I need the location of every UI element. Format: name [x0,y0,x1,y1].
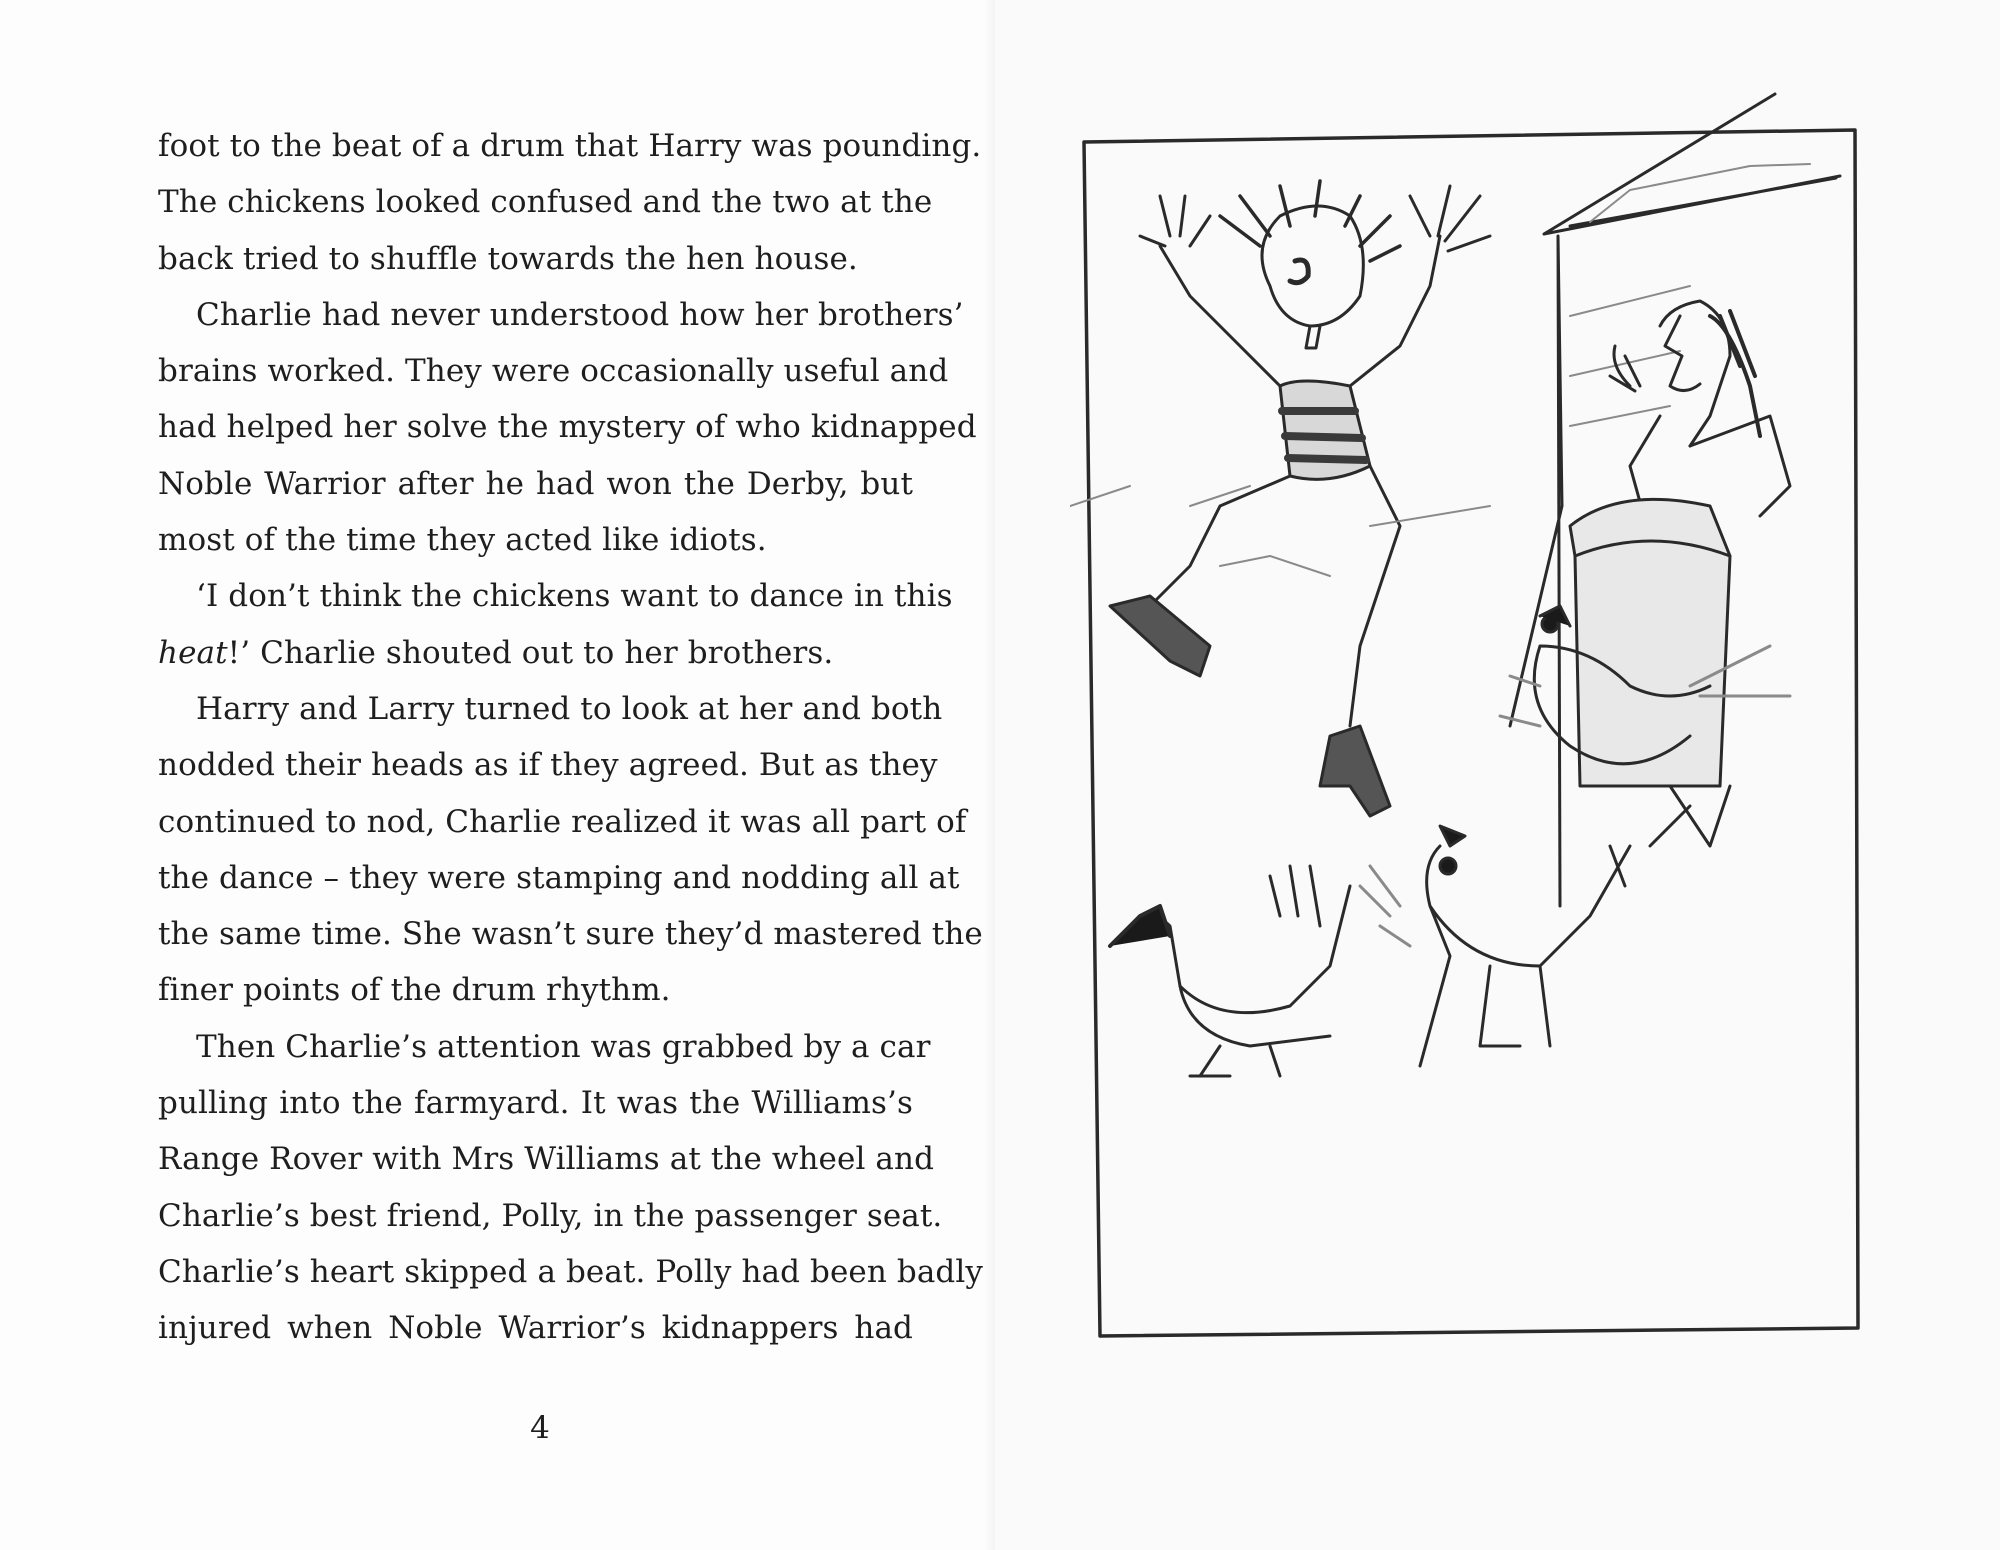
text-line: Charlie’s best friend, Polly, in the passenger seat. [158,1197,943,1234]
text-line-post: !’ Charlie shouted out to her brothers. [227,634,834,671]
text-line: finer points of the drum rhythm. [158,972,671,1009]
chicken-bottom-right [1360,826,1630,1066]
text-line: ‘I don’t think the chickens want to dance in this [196,578,953,615]
text-line-emphasis: heat [158,634,228,671]
text-line: the dance – they were stamping and nodding all at [158,859,960,896]
illustration-sketch [1070,86,1900,1346]
text-line [158,625,913,681]
drummer-boy [1570,301,1790,846]
text-line: the same time. She wasn’t sure they’d mastered the [158,916,983,953]
text-line: pulling into the farmyard. It was the Williams’s [158,1085,913,1122]
body-text [158,118,983,1357]
text-line: foot to the beat of a drum that Harry was pounding. [158,128,982,164]
right-shoe [1320,726,1390,816]
text-line: nodded their heads as if they agreed. But as they [158,747,938,784]
dancing-boy [1110,181,1490,816]
text-line: back tried to shuffle towards the hen house. [158,240,858,277]
illustration [1070,86,1900,1346]
striped-shirt [1280,381,1370,479]
text-line: Noble Warrior after he had won the Derby, but [158,465,913,502]
text-line: continued to nod, Charlie realized it was all part of [158,803,967,840]
text-line: Charlie’s heart skipped a beat. Polly had been badly [158,1253,983,1290]
text-line: Harry and Larry turned to look at her and both [196,690,943,727]
page-number: 4 [530,1410,550,1446]
hen-house-wall [1510,236,1562,906]
left-shoe [1110,596,1210,676]
text-line: had helped her solve the mystery of who kidnapped [158,409,977,446]
illustration-frame [1084,130,1858,1336]
text-line: Range Rover with Mrs Williams at the wheel and [158,1141,935,1178]
left-page [0,0,995,1550]
text-line: The chickens looked confused and the two at the [158,184,933,221]
text-line: injured when Noble Warrior’s kidnappers had [158,1310,913,1347]
chicken-bottom-left [1110,866,1350,1076]
text-line: Then Charlie’s attention was grabbed by a car [196,1028,931,1065]
text-line: Charlie had never understood how her brothers’ [196,296,964,333]
text-line: most of the time they acted like idiots. [158,522,767,559]
text-line: brains worked. They were occasionally useful and [158,353,949,390]
